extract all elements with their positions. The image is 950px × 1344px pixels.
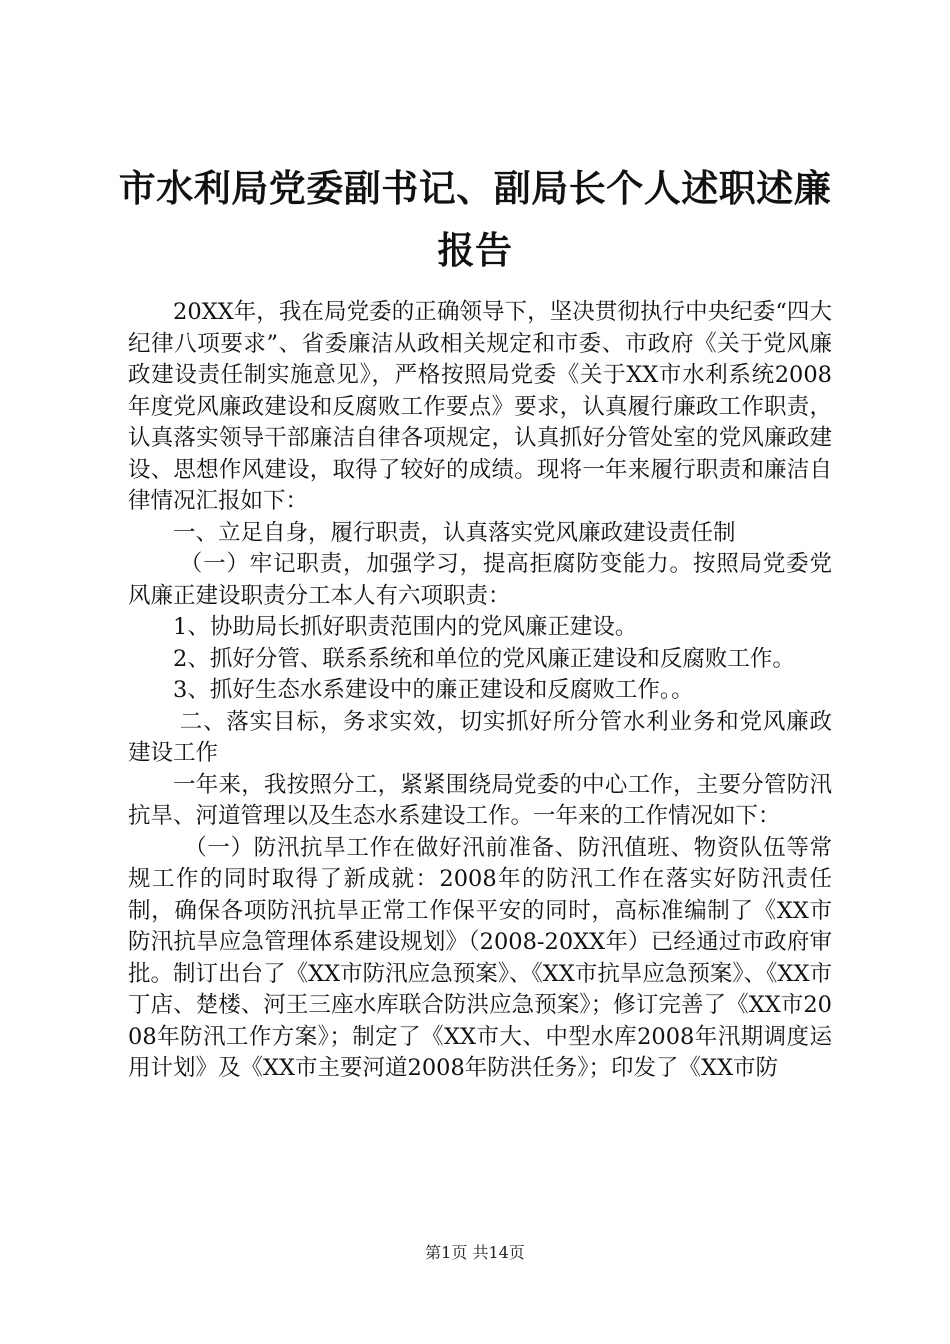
list-item-duty-1: 1、协助局长抓好职责范围内的党风廉正建设。 — [173, 614, 638, 640]
document-title: 市水利局党委副书记、副局长个人述职述廉报告 — [118, 167, 832, 272]
page-footer: 第1页 共14页 — [425, 1243, 525, 1262]
document-body — [128, 297, 832, 1085]
section-heading-2: 二、落实目标，务求实效，切实抓好所分管水利业务和党风廉政建设工作 — [128, 708, 832, 766]
list-item-duty-3: 3、抓好生态水系建设中的廉正建设和反腐败工作。。 — [173, 677, 694, 703]
paragraph-flood-control: （一）防汛抗旱工作在做好汛前准备、防汛值班、物资队伍等常规工作的同时取得了新成就：2008年的防汛工作在落实好防汛责任制，确保各项防汛抗旱正常工作保平安的同时，高标准编制了《XX市防汛抗旱应急管理体系建设规划》（2008-20XX年）已经通过市政府审批。制订出台了《XX市防汛应急预案》、《XX市抗旱应急预案》、《XX市丁店、楚楼、河王三座水库联合防洪应急预案》；修订完善了《XX市2008年防汛工作方案》；制定了《XX市大、中型水库2008年汛期调度运用计划》及《XX市主要河道2008年防洪任务》；印发了《XX市防 — [128, 834, 832, 1081]
section-heading-1: 一、立足自身，履行职责，认真落实党风廉政建设责任制 — [173, 519, 736, 546]
list-item-duty-2: 2、抓好分管、联系系统和单位的党风廉正建设和反腐败工作。 — [173, 645, 795, 672]
paragraph-work-overview: 一年来，我按照分工，紧紧围绕局党委的中心工作，主要分管防汛抗旱、河道管理以及生态水系建设工作。一年来的工作情况如下： — [128, 771, 832, 829]
paragraph-intro: 20XX年，我在局党委的正确领导下，坚决贯彻执行中央纪委“四大纪律八项要求”、省委廉洁从政相关规定和市委、市政府《关于党风廉政建设责任制实施意见》，严格按照局党委《关于XX市水利系统2008年度党风廉政建设和反腐败工作要点》要求，认真履行廉政工作职责，认真落实领导干部廉洁自律各项规定，认真抓好分管处室的党风廉政建设、思想作风建设，取得了较好的成绩。现将一年来履行职责和廉洁自律情况汇报如下： — [128, 299, 832, 514]
paragraph-duties: （一）牢记职责，加强学习，提高拒腐防变能力。按照局党委党风廉正建设职责分工本人有六项职责： — [128, 551, 832, 609]
